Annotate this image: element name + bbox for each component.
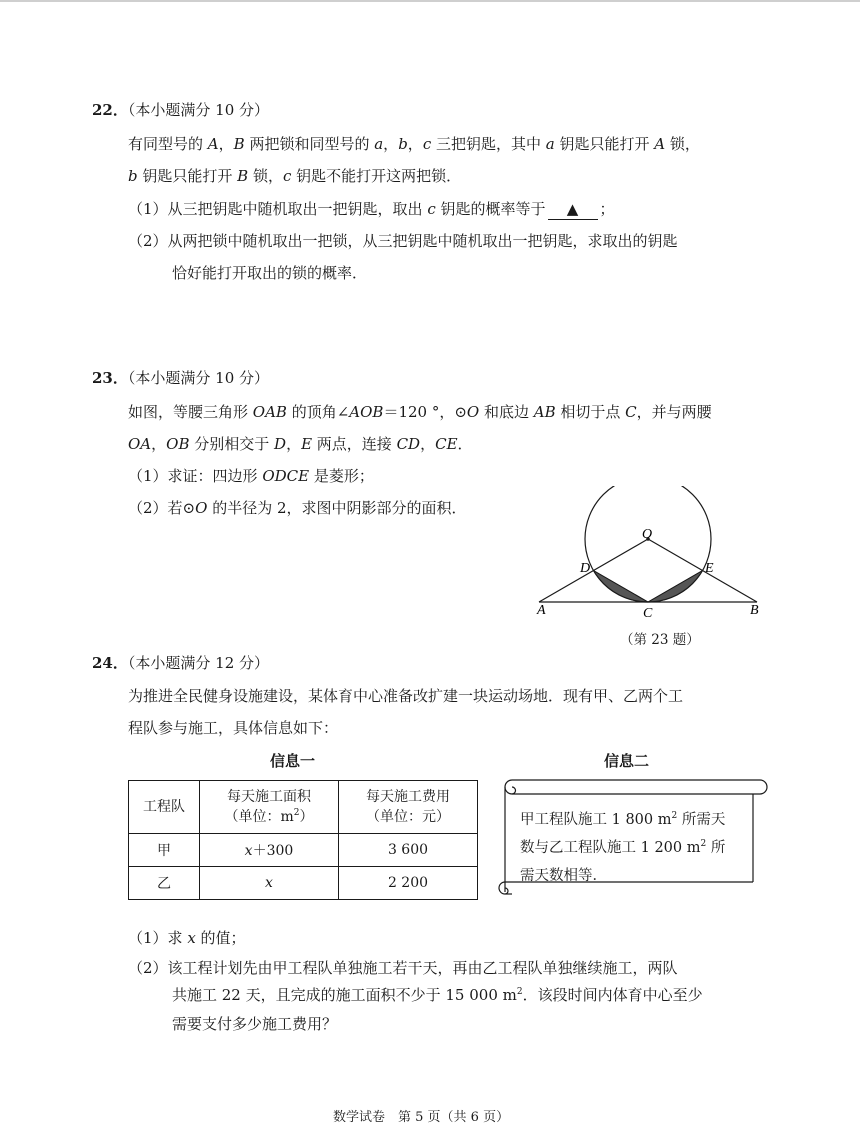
q22-score: （本小题满分 10 分） [127,101,270,119]
q24-part2-line1: （2）该工程计划先由甲工程队单独施工若干天，再由乙工程队单独继续施工，两队 [128,959,678,977]
q23-part2: （2）若⊙O 的半径为 2，求图中阴影部分的面积． [128,499,467,517]
q23-score: （本小题满分 10 分） [127,369,270,387]
label-c: C [643,606,653,621]
label-a: A [537,603,546,618]
q23-stem-line2: OA，OB 分别相交于 D，E 两点，连接 CD，CE． [128,435,473,453]
info2-text [520,806,725,890]
q22-part1: （1）从三把钥匙中随机取出一把钥匙，取出 c 钥匙的概率等于 ▲ ； [128,200,615,218]
cell-cost: 2 200 [339,867,478,900]
q23-header: 23．（本小题满分 10 分） [92,369,270,387]
figure-caption: （第 23 题） [620,632,700,648]
q23-stem-line1: 如图，等腰三角形 OAB 的顶角∠AOB＝120 °，⊙O 和底边 AB 相切于点 C，并与两腰 [128,403,712,421]
cell-team: 乙 [129,867,200,900]
q24-stem-line1: 为推进全民健身设施建设，某体育中心准备改扩建一块运动场地．现有甲、乙两个工 [128,687,684,705]
q22-header: 22．（本小题满分 10 分） [92,101,270,119]
table-row [129,834,478,867]
label-b: B [750,603,759,618]
q23-geometry-figure [528,486,768,626]
q24-part2-line3: 需要支付多少施工费用？ [172,1015,338,1033]
q22-part2-line2: 恰好能打开取出的锁的概率． [172,264,368,282]
cell-team: 甲 [129,834,200,867]
q22-number: 22 [92,101,113,119]
cell-area: x [200,867,339,900]
label-o: O [642,527,653,542]
page-footer: 数学试卷 第 5 页（共 6 页） [333,1110,510,1125]
header-cost: 每天施工费用 （单位：元） [339,781,478,834]
info2-line2: 数与乙工程队施工 1 200 $m^2$ 所 [520,839,726,856]
q22-stem-line1: 有同型号的 A，B 两把锁和同型号的 a，b，c 三把钥匙，其中 a 钥匙只能打开 A 锁， [128,135,700,153]
q24-part1: （1）求 x 的值； [128,929,246,947]
q22-stem-line2: b 钥匙只能打开 B 锁，c 钥匙不能打开这两把锁． [128,167,462,185]
header-area: 每天施工面积 （单位：$m^2$） [200,781,339,834]
label-e: E [705,561,714,576]
q22-part2-line1: （2）从两把锁中随机取出一把锁，从三把钥匙中随机取出一把钥匙，求取出的钥匙 [128,232,678,250]
segment-cd [593,571,648,603]
cell-area: x＋300 [200,834,339,867]
top-border [0,0,860,2]
table-header-row [129,781,478,834]
info2-title: 信息二 [604,752,650,770]
cell-cost: 3 600 [339,834,478,867]
header-team: 工程队 [129,781,200,834]
q24-number: 24 [92,654,113,672]
label-d: D [580,561,591,576]
info2-line1: 甲工程队施工 1 800 $m^2$ 所需天 [520,811,726,828]
q24-header: 24．（本小题满分 12 分） [92,654,270,672]
segment-ce [648,571,703,603]
info1-title: 信息一 [270,752,316,770]
q24-stem-line2: 程队参与施工，具体信息如下： [128,719,339,737]
info2-line3: 需天数相等． [520,868,607,884]
q24-score: （本小题满分 12 分） [127,654,270,672]
info1-table [128,780,478,900]
table-row [129,867,478,900]
q24-part2-line2: 共施工 22 天，且完成的施工面积不少于 15 000 $m^2$．该段时间内体育中心至少 [172,986,703,1004]
q23-part1: （1）求证：四边形 ODCE 是菱形； [128,467,374,485]
answer-blank [548,199,598,220]
q23-number: 23 [92,369,113,387]
triangle-marker-icon: ▲ [566,200,579,218]
circle-o [585,486,711,602]
